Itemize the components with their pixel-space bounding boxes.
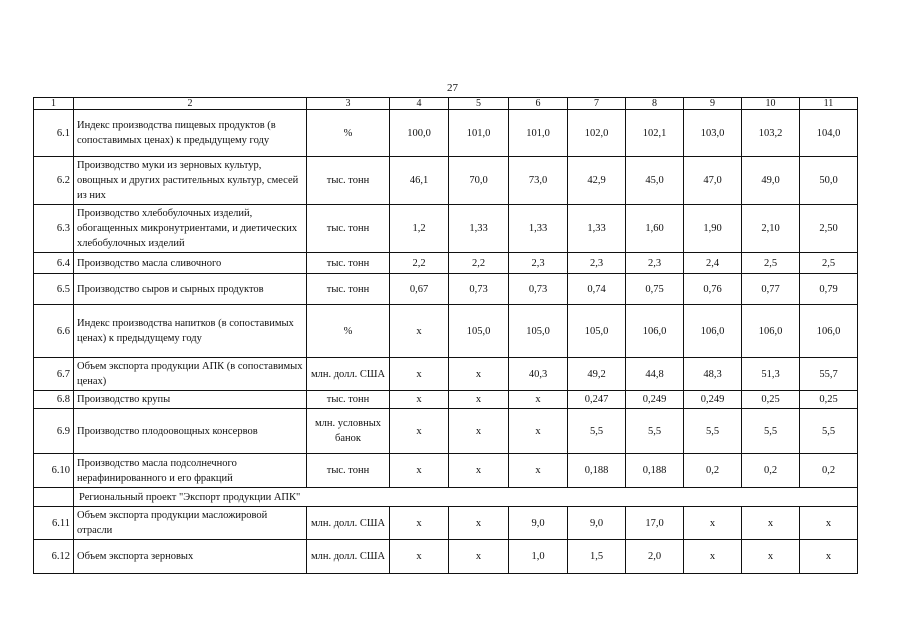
row-number: 6.7	[34, 358, 74, 391]
section-row	[34, 488, 858, 507]
value-cell: 102,0	[568, 110, 626, 157]
header-cell: 3	[307, 98, 390, 110]
value-cell: 2,3	[626, 253, 684, 274]
header-cell: 10	[742, 98, 800, 110]
value-cell: х	[390, 540, 449, 574]
value-cell: 0,77	[742, 274, 800, 305]
value-cell: 5,5	[684, 409, 742, 454]
value-cell: 50,0	[800, 157, 858, 205]
indicators-table	[33, 97, 858, 574]
table-row	[34, 358, 858, 391]
value-cell: 0,75	[626, 274, 684, 305]
unit-cell: %	[307, 110, 390, 157]
unit-cell: тыс. тонн	[307, 454, 390, 488]
value-cell: 106,0	[626, 305, 684, 358]
header-cell: 8	[626, 98, 684, 110]
value-cell: 0,188	[626, 454, 684, 488]
value-cell: 106,0	[800, 305, 858, 358]
value-cell: 42,9	[568, 157, 626, 205]
value-cell: х	[390, 305, 449, 358]
indicator-name: Объем экспорта зерновых	[74, 540, 307, 574]
indicator-name: Объем экспорта продукции АПК (в сопоставимых ценах)	[74, 358, 307, 391]
header-row	[34, 98, 858, 110]
row-number: 6.4	[34, 253, 74, 274]
value-cell: 1,33	[509, 205, 568, 253]
value-cell: 48,3	[684, 358, 742, 391]
value-cell: 1,0	[509, 540, 568, 574]
indicator-name: Производство крупы	[74, 391, 307, 409]
value-cell: 46,1	[390, 157, 449, 205]
value-cell: 2,4	[684, 253, 742, 274]
table-row	[34, 205, 858, 253]
value-cell: 1,33	[568, 205, 626, 253]
value-cell: х	[449, 391, 509, 409]
value-cell: 1,33	[449, 205, 509, 253]
table-row	[34, 305, 858, 358]
header-cell: 1	[34, 98, 74, 110]
value-cell: 55,7	[800, 358, 858, 391]
value-cell: х	[742, 507, 800, 540]
unit-cell: тыс. тонн	[307, 274, 390, 305]
value-cell: 44,8	[626, 358, 684, 391]
value-cell: 101,0	[449, 110, 509, 157]
value-cell: 0,76	[684, 274, 742, 305]
value-cell: 103,2	[742, 110, 800, 157]
row-number: 6.11	[34, 507, 74, 540]
header-cell: 11	[800, 98, 858, 110]
indicator-name: Производство масла сливочного	[74, 253, 307, 274]
section-title: Региональный проект "Экспорт продукции АПК"	[74, 488, 858, 507]
value-cell: 0,73	[449, 274, 509, 305]
value-cell: 0,188	[568, 454, 626, 488]
value-cell: 2,50	[800, 205, 858, 253]
value-cell: 1,90	[684, 205, 742, 253]
indicator-name: Производство сыров и сырных продуктов	[74, 274, 307, 305]
value-cell: 100,0	[390, 110, 449, 157]
table-row	[34, 274, 858, 305]
value-cell: х	[449, 507, 509, 540]
value-cell: х	[449, 540, 509, 574]
unit-cell: млн. долл. США	[307, 507, 390, 540]
value-cell: 17,0	[626, 507, 684, 540]
row-number: 6.2	[34, 157, 74, 205]
indicator-name: Индекс производства напитков (в сопоставимых ценах) к предыдущему году	[74, 305, 307, 358]
value-cell: х	[800, 507, 858, 540]
value-cell: 5,5	[800, 409, 858, 454]
value-cell: 0,247	[568, 391, 626, 409]
value-cell: 49,0	[742, 157, 800, 205]
row-number: 6.1	[34, 110, 74, 157]
value-cell: 106,0	[684, 305, 742, 358]
table-row	[34, 454, 858, 488]
value-cell: 2,10	[742, 205, 800, 253]
value-cell: х	[509, 409, 568, 454]
value-cell: 47,0	[684, 157, 742, 205]
header-cell: 5	[449, 98, 509, 110]
value-cell: х	[800, 540, 858, 574]
value-cell: 51,3	[742, 358, 800, 391]
value-cell: 0,67	[390, 274, 449, 305]
value-cell: х	[390, 454, 449, 488]
value-cell: 105,0	[568, 305, 626, 358]
row-number: 6.3	[34, 205, 74, 253]
value-cell: 0,73	[509, 274, 568, 305]
table-row	[34, 253, 858, 274]
value-cell: 1,2	[390, 205, 449, 253]
row-number: 6.9	[34, 409, 74, 454]
value-cell: 101,0	[509, 110, 568, 157]
unit-cell: тыс. тонн	[307, 205, 390, 253]
value-cell: 105,0	[449, 305, 509, 358]
value-cell: 73,0	[509, 157, 568, 205]
value-cell: 106,0	[742, 305, 800, 358]
value-cell: 2,5	[742, 253, 800, 274]
value-cell: 5,5	[626, 409, 684, 454]
value-cell: х	[390, 507, 449, 540]
value-cell: 5,5	[568, 409, 626, 454]
value-cell: х	[684, 507, 742, 540]
value-cell: 2,3	[509, 253, 568, 274]
table-row	[34, 540, 858, 574]
unit-cell: млн. условных банок	[307, 409, 390, 454]
page-number: 27	[447, 82, 458, 94]
header-cell: 6	[509, 98, 568, 110]
value-cell: 104,0	[800, 110, 858, 157]
unit-cell: тыс. тонн	[307, 157, 390, 205]
value-cell: х	[449, 409, 509, 454]
value-cell: х	[742, 540, 800, 574]
table-row	[34, 157, 858, 205]
value-cell: 2,2	[449, 253, 509, 274]
table-row	[34, 409, 858, 454]
value-cell: 45,0	[626, 157, 684, 205]
indicator-name: Индекс производства пищевых продуктов (в сопоставимых ценах) к предыдущему году	[74, 110, 307, 157]
table-row	[34, 110, 858, 157]
indicator-name: Производство масла подсолнечного нерафинированного и его фракций	[74, 454, 307, 488]
header-cell: 4	[390, 98, 449, 110]
value-cell: 0,25	[800, 391, 858, 409]
header-cell: 9	[684, 98, 742, 110]
value-cell: 2,5	[800, 253, 858, 274]
indicator-name: Объем экспорта продукции масложировой отрасли	[74, 507, 307, 540]
row-number: 6.8	[34, 391, 74, 409]
value-cell: 0,79	[800, 274, 858, 305]
value-cell: 0,249	[684, 391, 742, 409]
value-cell: 40,3	[509, 358, 568, 391]
value-cell: 5,5	[742, 409, 800, 454]
value-cell: 0,74	[568, 274, 626, 305]
value-cell: 0,2	[800, 454, 858, 488]
value-cell: х	[509, 391, 568, 409]
value-cell: 2,2	[390, 253, 449, 274]
value-cell: 2,0	[626, 540, 684, 574]
value-cell: 0,2	[742, 454, 800, 488]
value-cell: х	[509, 454, 568, 488]
value-cell: 9,0	[568, 507, 626, 540]
indicator-name: Производство плодоовощных консервов	[74, 409, 307, 454]
value-cell: 49,2	[568, 358, 626, 391]
header-cell: 7	[568, 98, 626, 110]
unit-cell: %	[307, 305, 390, 358]
row-number: 6.6	[34, 305, 74, 358]
table-row	[34, 507, 858, 540]
value-cell: 102,1	[626, 110, 684, 157]
row-number: 6.5	[34, 274, 74, 305]
value-cell: 1,60	[626, 205, 684, 253]
value-cell: х	[390, 391, 449, 409]
indicator-name: Производство муки из зерновых культур, овощных и других растительных культур, смесей из них	[74, 157, 307, 205]
value-cell: х	[390, 409, 449, 454]
value-cell: 105,0	[509, 305, 568, 358]
value-cell: х	[684, 540, 742, 574]
value-cell: 1,5	[568, 540, 626, 574]
indicator-name: Производство хлебобулочных изделий, обогащенных микронутриентами, и диетических хлебобулочных изделий	[74, 205, 307, 253]
value-cell: 70,0	[449, 157, 509, 205]
value-cell: 9,0	[509, 507, 568, 540]
unit-cell: тыс. тонн	[307, 253, 390, 274]
value-cell: 2,3	[568, 253, 626, 274]
unit-cell: млн. долл. США	[307, 540, 390, 574]
value-cell: х	[449, 358, 509, 391]
value-cell: 103,0	[684, 110, 742, 157]
value-cell: х	[390, 358, 449, 391]
unit-cell: тыс. тонн	[307, 391, 390, 409]
row-number: 6.12	[34, 540, 74, 574]
header-cell: 2	[74, 98, 307, 110]
table-row	[34, 391, 858, 409]
row-number: 6.10	[34, 454, 74, 488]
value-cell: х	[449, 454, 509, 488]
unit-cell: млн. долл. США	[307, 358, 390, 391]
value-cell: 0,2	[684, 454, 742, 488]
value-cell: 0,25	[742, 391, 800, 409]
value-cell: 0,249	[626, 391, 684, 409]
section-number-cell	[34, 488, 74, 507]
